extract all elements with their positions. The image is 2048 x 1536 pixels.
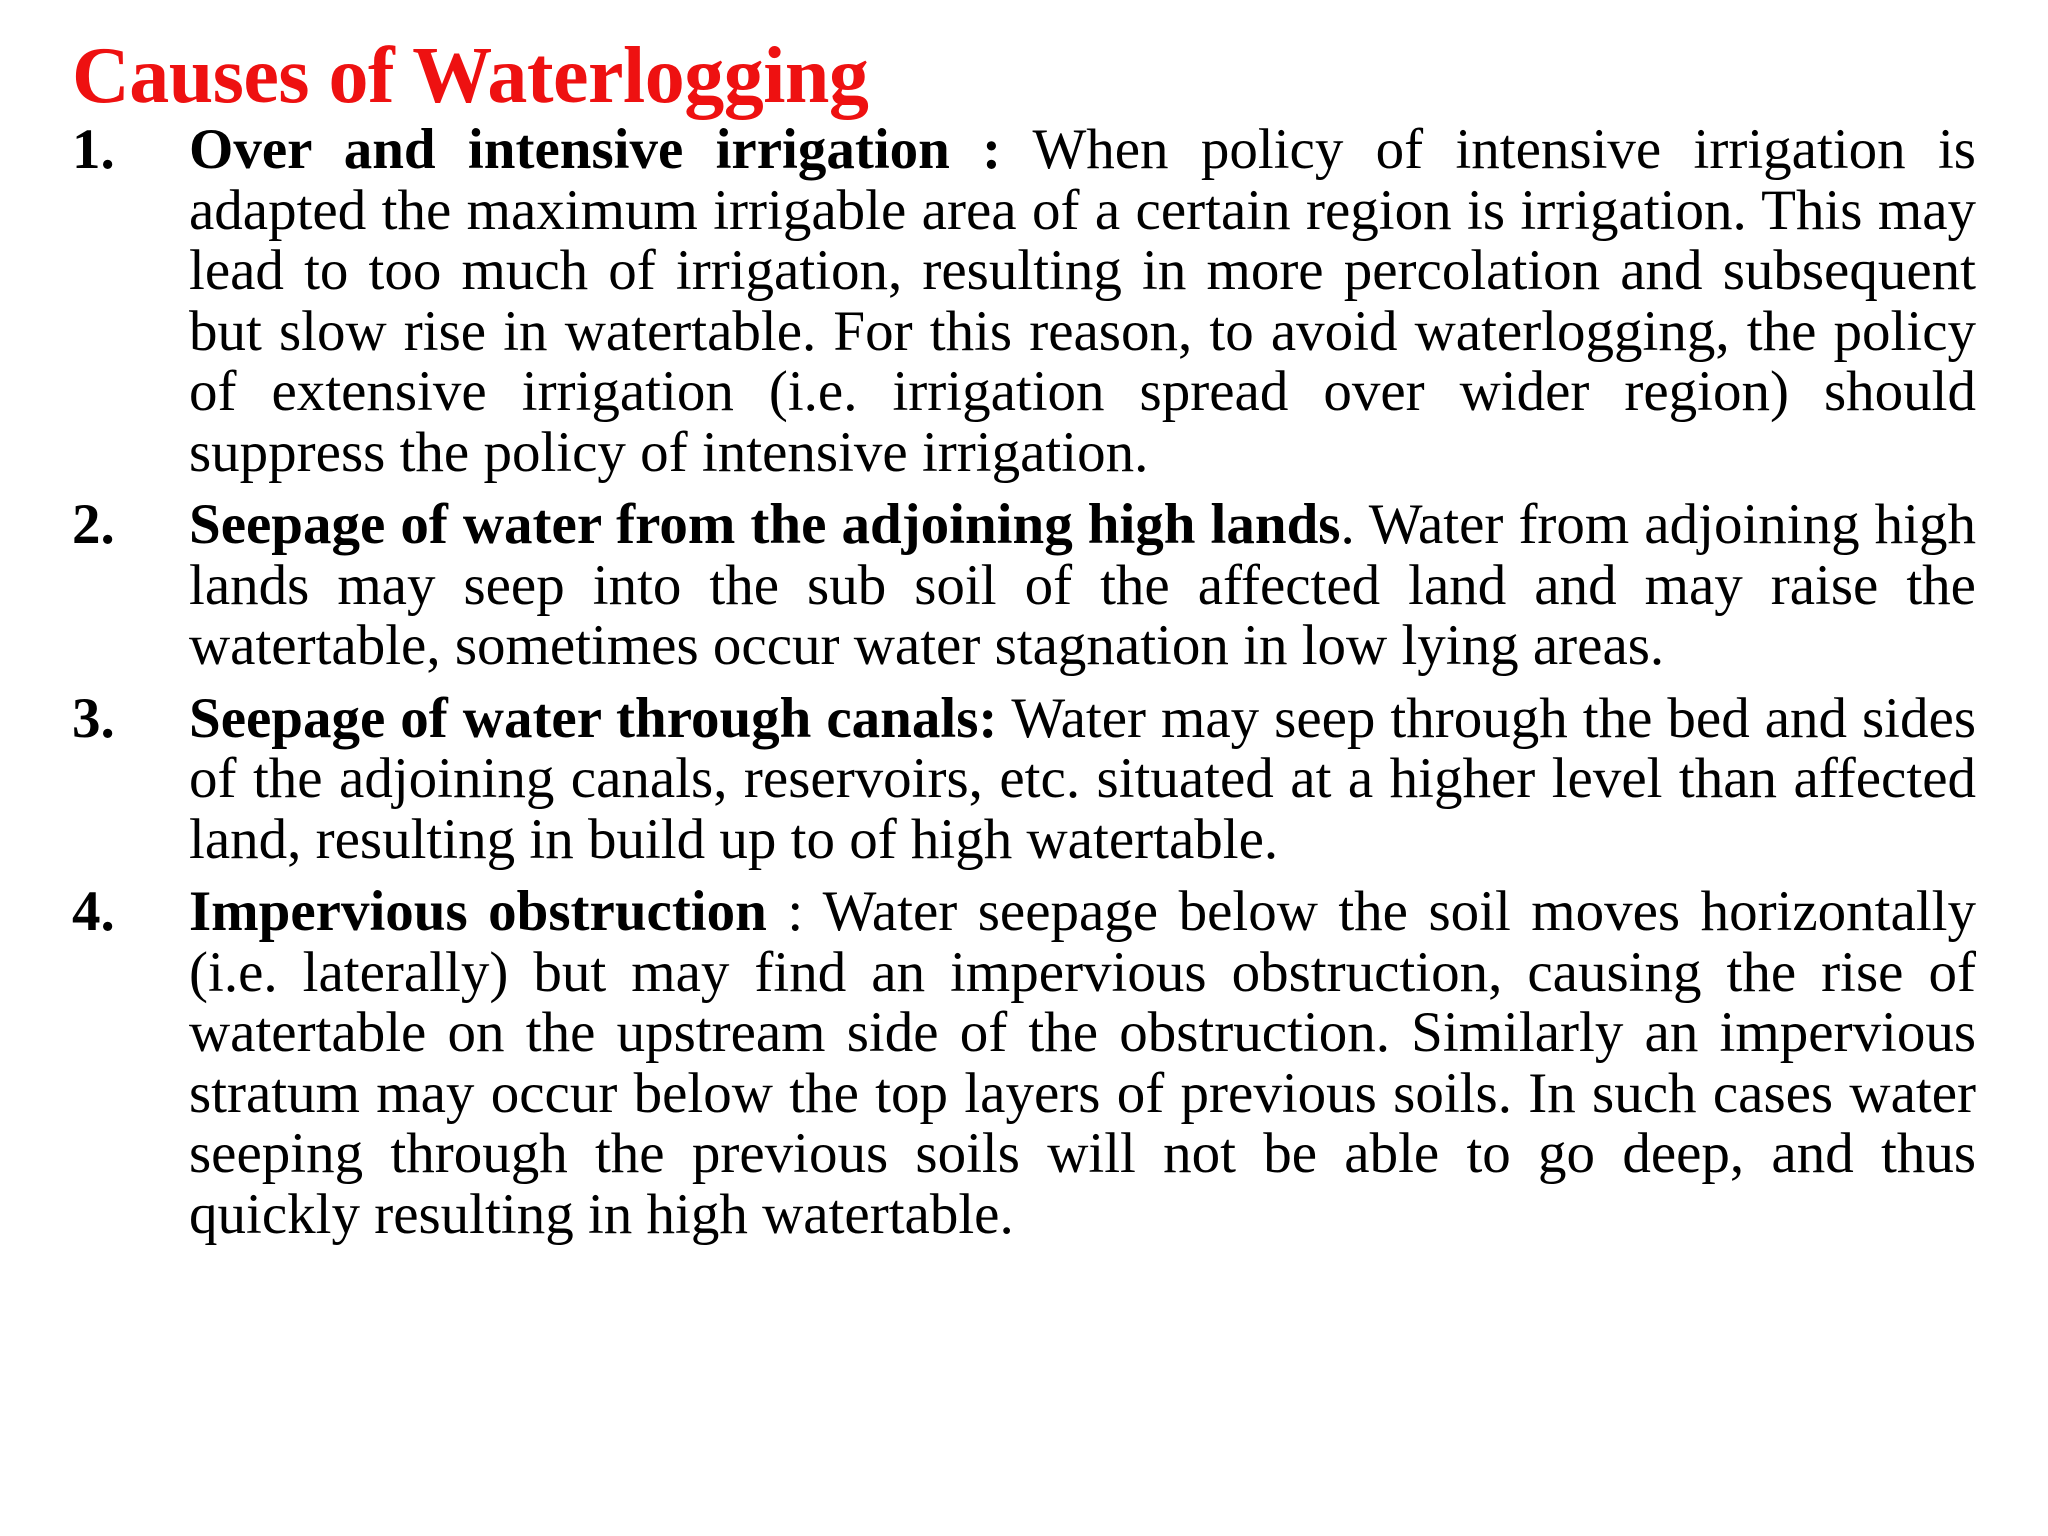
causes-list (72, 120, 1976, 1245)
slide-title: Causes of Waterlogging (72, 32, 869, 120)
item-body: . Water from adjoining high lands may seep into the sub soil of the affected land and may raise the watertable, sometimes occur water stagnation in low lying areas. (189, 493, 1976, 677)
item-number: 1. (72, 118, 115, 181)
item-heading: Over and intensive irrigation : (189, 118, 1002, 181)
item-body: : Water seepage below the soil moves horizontally (i.e. laterally) but may find an impervious obstruction, causing the rise of watertable on the upstream side of the obstruction. Similarly an impervious stratum may occur below the top layers of previous soils. In such cases water seeping through the previous soils will not be able to go deep, and thus quickly resulting in high watertable. (189, 880, 1976, 1246)
item-heading: Seepage of water through canals: (189, 686, 998, 750)
item-heading: Impervious obstruction (189, 880, 767, 943)
item-heading: Seepage of water from the adjoining high lands (189, 493, 1341, 556)
list-item-4 (72, 882, 1976, 1245)
item-number: 3. (72, 686, 115, 750)
item-body: When policy of intensive irrigation is adapted the maximum irrigable area of a certain region is irrigation. This may lead to too much of irrigation, resulting in more percolation and subsequent but slow rise in watertable. For this reason, to avoid waterlogging, the policy of extensive irrigation (i.e. irrigation spread over wider region) should suppress the policy of intensive irrigation. (189, 118, 1976, 484)
list-item-2 (72, 495, 1976, 677)
item-body: Water may seep through the bed and sides of the adjoining canals, reservoirs, etc. situated at a higher level than affected land, resulting in build up to of high watertable. (189, 686, 1976, 871)
list-item-3 (72, 686, 1976, 871)
list-item-1 (72, 120, 1976, 483)
item-number: 4. (72, 880, 115, 943)
item-number: 2. (72, 493, 115, 556)
